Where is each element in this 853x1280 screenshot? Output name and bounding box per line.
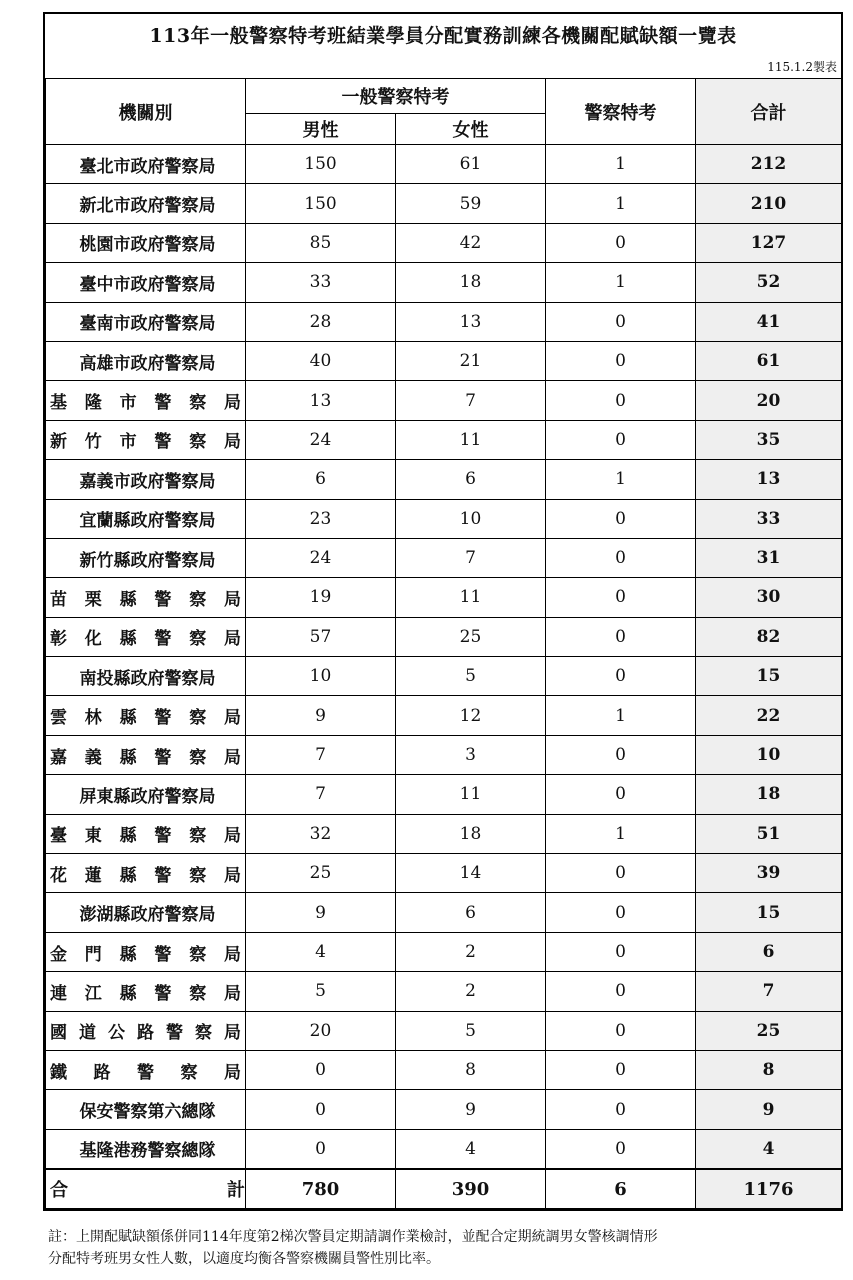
female-count: 25 [396,617,546,656]
female-count: 61 [396,145,546,184]
police-exam-count: 0 [546,223,696,262]
table-row [46,814,842,853]
table-row [46,145,842,184]
female-count: 6 [396,893,546,932]
police-exam-count: 0 [546,499,696,538]
police-exam-count: 1 [546,145,696,184]
male-count: 85 [246,223,396,262]
police-exam-count: 0 [546,1090,696,1129]
police-exam-count: 0 [546,578,696,617]
female-count: 14 [396,854,546,893]
agency-name: 桃園市政府警察局 [46,223,246,262]
row-total: 15 [696,657,842,696]
female-count: 12 [396,696,546,735]
female-count: 21 [396,341,546,380]
row-total: 82 [696,617,842,656]
police-exam-count: 0 [546,302,696,341]
male-count: 0 [246,1050,396,1089]
female-count: 5 [396,657,546,696]
police-exam-count: 0 [546,1050,696,1089]
table-row [46,1090,842,1129]
female-count: 59 [396,184,546,223]
row-total: 52 [696,263,842,302]
police-exam-count: 0 [546,893,696,932]
sum-female: 390 [396,1169,546,1209]
male-count: 20 [246,1011,396,1050]
row-total: 35 [696,420,842,459]
row-total: 15 [696,893,842,932]
agency-name: 嘉義市政府警察局 [46,460,246,499]
male-count: 0 [246,1129,396,1169]
police-exam-count: 0 [546,854,696,893]
agency-name: 連江縣警察局 [46,972,246,1011]
table-row [46,263,842,302]
header-total: 合計 [696,79,842,145]
agency-name: 雲林縣警察局 [46,696,246,735]
female-count: 4 [396,1129,546,1169]
male-count: 33 [246,263,396,302]
agency-name: 臺北市政府警察局 [46,145,246,184]
agency-name: 新北市政府警察局 [46,184,246,223]
row-total: 33 [696,499,842,538]
police-exam-count: 0 [546,932,696,971]
police-exam-count: 0 [546,657,696,696]
header-general-exam: 一般警察特考 [246,79,546,114]
male-count: 4 [246,932,396,971]
table-row [46,932,842,971]
male-count: 10 [246,657,396,696]
row-total: 61 [696,341,842,380]
row-total: 39 [696,854,842,893]
female-count: 10 [396,499,546,538]
row-total: 212 [696,145,842,184]
female-count: 2 [396,972,546,1011]
male-count: 25 [246,854,396,893]
agency-name: 澎湖縣政府警察局 [46,893,246,932]
agency-name: 鐵路警察局 [46,1050,246,1089]
table-row [46,775,842,814]
female-count: 18 [396,814,546,853]
table-row [46,499,842,538]
table-row [46,420,842,459]
police-exam-count: 0 [546,775,696,814]
police-exam-count: 1 [546,814,696,853]
header-police-exam: 警察特考 [546,79,696,145]
table-row [46,696,842,735]
police-exam-count: 0 [546,972,696,1011]
table-row [46,302,842,341]
female-count: 9 [396,1090,546,1129]
row-total: 22 [696,696,842,735]
male-count: 24 [246,538,396,577]
table-row [46,460,842,499]
female-count: 7 [396,538,546,577]
police-exam-count: 1 [546,263,696,302]
header-female: 女性 [396,114,546,145]
table-body [46,145,842,1209]
agency-name: 金門縣警察局 [46,932,246,971]
sum-row [46,1169,842,1209]
agency-name: 苗栗縣警察局 [46,578,246,617]
police-exam-count: 1 [546,460,696,499]
police-exam-count: 0 [546,341,696,380]
sum-label: 合計 [46,1169,246,1209]
male-count: 40 [246,341,396,380]
table-row [46,1011,842,1050]
table-date: 115.1.2製表 [767,60,837,74]
page-title: 113年一般警察特考班結業學員分配實務訓練各機關配賦缺額一覽表 [149,25,737,47]
female-count: 6 [396,460,546,499]
agency-name: 基隆市警察局 [46,381,246,420]
agency-name: 基隆港務警察總隊 [46,1129,246,1169]
male-count: 19 [246,578,396,617]
allocation-table-frame [43,12,843,1211]
table-row [46,854,842,893]
table-row [46,578,842,617]
male-count: 7 [246,775,396,814]
agency-name: 彰化縣警察局 [46,617,246,656]
row-total: 41 [696,302,842,341]
table-row [46,657,842,696]
agency-name: 南投縣政府警察局 [46,657,246,696]
table-row [46,1050,842,1089]
table-row [46,223,842,262]
table-row [46,617,842,656]
table-row [46,735,842,774]
male-count: 5 [246,972,396,1011]
row-total: 127 [696,223,842,262]
footnote-line-1: 註：上開配賦缺額係併同114年度第2梯次警員定期請調作業檢討，並配合定期統調男女警核調情形 [48,1229,658,1245]
female-count: 11 [396,775,546,814]
agency-name: 保安警察第六總隊 [46,1090,246,1129]
table-row [46,341,842,380]
female-count: 5 [396,1011,546,1050]
footnote [48,1226,838,1270]
police-exam-count: 0 [546,381,696,420]
agency-name: 嘉義縣警察局 [46,735,246,774]
male-count: 28 [246,302,396,341]
table-row [46,538,842,577]
agency-name: 國道公路警察局 [46,1011,246,1050]
male-count: 9 [246,893,396,932]
male-count: 6 [246,460,396,499]
agency-name: 花蓮縣警察局 [46,854,246,893]
row-total: 6 [696,932,842,971]
row-total: 51 [696,814,842,853]
row-total: 30 [696,578,842,617]
table-row [46,972,842,1011]
agency-name: 屏東縣政府警察局 [46,775,246,814]
male-count: 57 [246,617,396,656]
table-row [46,381,842,420]
police-exam-count: 0 [546,617,696,656]
row-total: 4 [696,1129,842,1169]
header-male: 男性 [246,114,396,145]
male-count: 150 [246,184,396,223]
female-count: 8 [396,1050,546,1089]
male-count: 13 [246,381,396,420]
agency-name: 新竹縣政府警察局 [46,538,246,577]
police-exam-count: 1 [546,184,696,223]
police-exam-count: 0 [546,1129,696,1169]
sum-male: 780 [246,1169,396,1209]
agency-name: 臺中市政府警察局 [46,263,246,302]
male-count: 7 [246,735,396,774]
female-count: 13 [396,302,546,341]
female-count: 18 [396,263,546,302]
row-total: 210 [696,184,842,223]
police-exam-count: 1 [546,696,696,735]
agency-name: 臺東縣警察局 [46,814,246,853]
police-exam-count: 0 [546,538,696,577]
allocation-table [45,78,842,1209]
table-row [46,1129,842,1169]
agency-name: 高雄市政府警察局 [46,341,246,380]
footnote-line-2: 分配特考班男女性人數，以適度均衡各警察機關員警性別比率。 [48,1251,440,1267]
sum-total: 1176 [696,1169,842,1209]
table-row [46,184,842,223]
agency-name: 新竹市警察局 [46,420,246,459]
row-total: 8 [696,1050,842,1089]
female-count: 11 [396,420,546,459]
row-total: 7 [696,972,842,1011]
male-count: 150 [246,145,396,184]
row-total: 9 [696,1090,842,1129]
row-total: 13 [696,460,842,499]
male-count: 0 [246,1090,396,1129]
agency-name: 宜蘭縣政府警察局 [46,499,246,538]
row-total: 18 [696,775,842,814]
female-count: 7 [396,381,546,420]
row-total: 25 [696,1011,842,1050]
male-count: 32 [246,814,396,853]
police-exam-count: 0 [546,735,696,774]
male-count: 23 [246,499,396,538]
header-agency: 機關別 [46,79,246,145]
male-count: 9 [246,696,396,735]
police-exam-count: 0 [546,420,696,459]
agency-name: 臺南市政府警察局 [46,302,246,341]
female-count: 11 [396,578,546,617]
female-count: 2 [396,932,546,971]
table-row [46,893,842,932]
sum-police: 6 [546,1169,696,1209]
row-total: 10 [696,735,842,774]
row-total: 20 [696,381,842,420]
male-count: 24 [246,420,396,459]
police-exam-count: 0 [546,1011,696,1050]
row-total: 31 [696,538,842,577]
female-count: 42 [396,223,546,262]
female-count: 3 [396,735,546,774]
